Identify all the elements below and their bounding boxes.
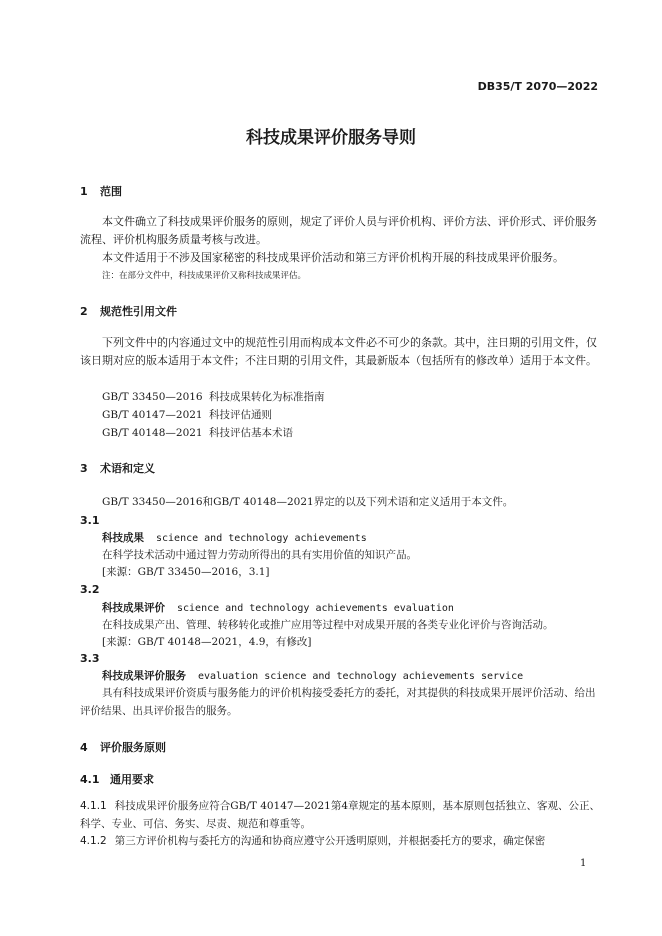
section-number: 4	[80, 741, 88, 754]
term-zh: 科技成果评价服务	[102, 670, 186, 682]
term-entry	[102, 530, 367, 545]
note: 注：在部分文件中，科技成果评价又称科技成果评估。	[102, 271, 307, 281]
term-number: 3.3	[80, 652, 100, 665]
term-number: 3.2	[80, 583, 100, 596]
reference-code: GB/T 40147—2021	[102, 409, 203, 421]
reference-title: 科技评估基本术语	[209, 427, 293, 439]
term-number: 3.1	[80, 514, 100, 527]
term-definition: 在科学技术活动中通过智力劳动所得出的具有实用价值的知识产品。	[102, 549, 417, 561]
term-entry	[102, 668, 523, 683]
section-title: 规范性引用文件	[100, 305, 177, 318]
reference-item	[102, 407, 272, 422]
term-zh: 科技成果	[102, 532, 144, 544]
subsection-number: 4.1	[80, 773, 100, 786]
section-heading-2	[80, 303, 177, 319]
term-entry	[102, 600, 454, 615]
subsection-heading	[80, 771, 154, 787]
section-heading-1	[80, 183, 122, 199]
section-number: 1	[80, 185, 88, 198]
term-definition: 具有科技成果评价资质与服务能力的评价机构接受委托方的委托，对其提供的科技成果开展评价活动、给出评价结果、出具评价报告的服务。	[80, 687, 596, 717]
standard-number: DB35/T 2070—2022	[477, 80, 598, 93]
paragraph: 本文件适用于不涉及国家秘密的科技成果评价活动和第三方评价机构开展的科技成果评价服务。	[102, 251, 564, 264]
section-number: 2	[80, 305, 88, 318]
page-number: 1	[580, 858, 587, 869]
reference-code: GB/T 33450—2016	[102, 391, 203, 403]
reference-title: 科技成果转化为标准指南	[209, 391, 325, 403]
document-title: 科技成果评价服务导则	[246, 128, 416, 148]
clause-number: 4.1.1	[80, 800, 107, 812]
section-number: 3	[80, 462, 88, 475]
term-en: evaluation science and technology achievements service	[198, 671, 524, 682]
reference-item	[102, 425, 293, 440]
term-en: science and technology achievements	[156, 533, 367, 544]
clause-item	[80, 832, 600, 850]
section-title: 评价服务原则	[100, 741, 166, 754]
term-source: [来源：GB/T 33450—2016，3.1]	[102, 566, 270, 578]
section-heading-4	[80, 739, 166, 755]
clause-text: 科技成果评价服务应符合GB/T 40147—2021第4章规定的基本原则，基本原则包括独立、客观、公正、科学、专业、可信、务实、尽责、规范和尊重等。	[80, 800, 601, 830]
paragraph: 本文件确立了科技成果评价服务的原则，规定了评价人员与评价机构、评价方法、评价形式、评价服务流程、评价机构服务质量考核与改进。	[80, 215, 597, 246]
section-title: 术语和定义	[100, 462, 155, 475]
clause-item	[80, 797, 600, 833]
term-source: [来源：GB/T 40148—2021，4.9，有修改]	[102, 636, 312, 648]
reference-code: GB/T 40148—2021	[102, 427, 203, 439]
clause-text: 第三方评价机构与委托方的沟通和协商应遵守公开透明原则，并根据委托方的要求，确定保密	[114, 835, 546, 847]
clause-number: 4.1.2	[80, 835, 107, 847]
reference-title: 科技评估通则	[209, 409, 272, 421]
section-heading-3	[80, 460, 155, 476]
term-en: science and technology achievements evaluation	[177, 603, 454, 614]
paragraph: GB/T 33450—2016和GB/T 40148—2021界定的以及下列术语和定义适用于本文件。	[102, 496, 514, 508]
paragraph: 下列文件中的内容通过文中的规范性引用而构成本文件必不可少的条款。其中，注日期的引用文件，仅该日期对应的版本适用于本文件；不注日期的引用文件，其最新版本（包括所有的修改单）适用于本文件。	[80, 336, 597, 367]
reference-item	[102, 389, 325, 404]
section-title: 范围	[100, 185, 122, 198]
subsection-title: 通用要求	[110, 773, 154, 786]
term-definition: 在科技成果产出、管理、转移转化或推广应用等过程中对成果开展的各类专业化评价与咨询活动。	[102, 619, 554, 631]
term-zh: 科技成果评价	[102, 602, 165, 614]
